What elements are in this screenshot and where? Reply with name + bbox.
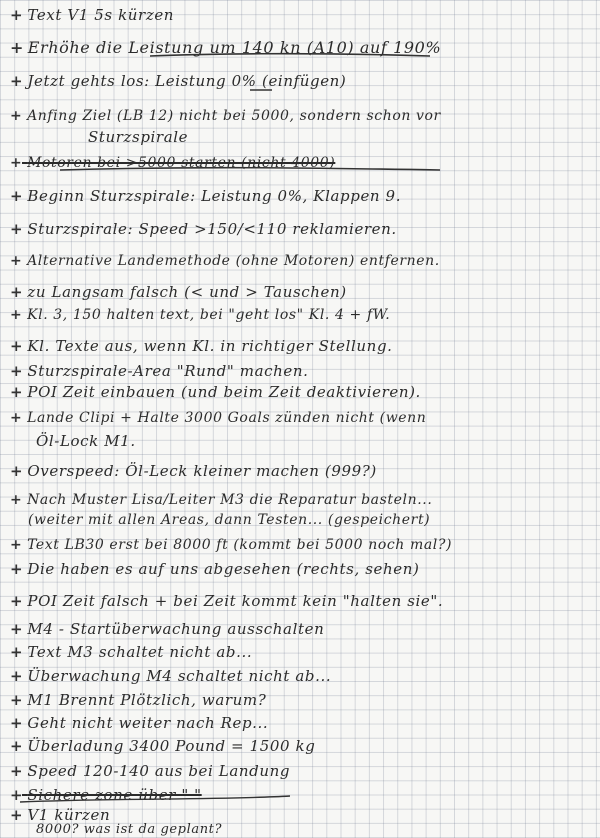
note-line [10, 283, 347, 301]
note-text: Alternative Landemethode (ohne Motoren) entfernen. [27, 253, 440, 269]
check-mark: + [10, 560, 24, 578]
note-text: Speed 120-140 aus bei Landung [27, 762, 291, 780]
check-mark: + [10, 492, 23, 508]
note-line [10, 667, 331, 685]
note-text: Kl. Texte aus, wenn Kl. in richtiger Stellung. [27, 337, 393, 355]
note-line [10, 38, 441, 57]
check-mark: + [10, 6, 24, 24]
note-text: Text V1 5s kürzen [27, 6, 175, 24]
note-text: V1 kürzen [27, 806, 111, 824]
note-text: Geht nicht weiter nach Rep... [27, 714, 269, 732]
check-mark: + [10, 691, 24, 709]
check-mark: + [10, 762, 24, 780]
note-line [10, 72, 346, 90]
note-line [10, 383, 421, 401]
note-text: Erhöhe die Leistung um 140 kn (A10) auf 190% [27, 38, 442, 57]
note-line [10, 253, 440, 269]
note-text: Beginn Sturzspirale: Leistung 0%, Klappen 9. [27, 187, 402, 205]
check-mark: + [10, 220, 24, 238]
note-text: Kl. 3, 150 halten text, bei "geht los" Kl. 4 + fW. [27, 307, 391, 323]
check-mark: + [10, 714, 24, 732]
note-line-crossed [10, 786, 202, 804]
check-mark: + [10, 620, 24, 638]
note-continuation: 8000? was ist da geplant? [36, 822, 223, 837]
note-text: Lande Clipi + Halte 3000 Goals zünden nicht (wenn [27, 410, 427, 426]
check-mark: + [10, 806, 24, 824]
check-mark: + [10, 383, 24, 401]
check-mark: + [10, 108, 23, 124]
note-text: zu Langsam falsch (< und > Tauschen) [27, 283, 347, 301]
note-text: Nach Muster Lisa/Leiter M3 die Reparatur basteln... [27, 492, 433, 508]
check-mark: + [10, 667, 24, 685]
check-mark: + [10, 737, 24, 755]
check-mark: + [10, 362, 24, 380]
check-mark: + [10, 307, 23, 323]
note-line [10, 643, 252, 661]
note-line [10, 108, 441, 124]
note-text: POI Zeit einbauen (und beim Zeit deaktivieren). [27, 383, 421, 401]
note-line-crossed [10, 155, 335, 171]
note-line [10, 307, 390, 323]
note-text: Sturzspirale-Area "Rund" machen. [27, 362, 309, 380]
note-text: POI Zeit falsch + bei Zeit kommt kein "halten sie". [27, 592, 444, 610]
check-mark: + [10, 786, 24, 804]
note-text: M4 - Startüberwachung ausschalten [27, 620, 325, 638]
note-text: Motoren bei >5000 starten (nicht 4000) [27, 155, 336, 171]
note-line [10, 762, 290, 780]
note-line [10, 537, 452, 553]
note-text: Sturzspirale: Speed >150/<110 reklamieren. [27, 220, 397, 238]
note-text: Jetzt gehts los: Leistung 0% (einfügen) [27, 72, 347, 90]
note-line [10, 714, 268, 732]
check-mark: + [10, 187, 24, 205]
note-continuation: (weiter mit allen Areas, dann Testen... (gespeichert) [28, 512, 431, 528]
check-mark: + [10, 410, 23, 426]
note-text: Die haben es auf uns abgesehen (rechts, sehen) [27, 560, 420, 578]
note-line [10, 337, 393, 355]
note-line [10, 592, 443, 610]
note-line [10, 410, 426, 426]
note-text: Overspeed: Öl-Leck kleiner machen (999?) [27, 462, 377, 480]
check-mark: + [10, 592, 24, 610]
check-mark: + [10, 283, 24, 301]
note-line [10, 6, 174, 24]
check-mark: + [10, 337, 24, 355]
note-continuation: Öl-Lock M1. [36, 432, 136, 450]
note-line [10, 362, 308, 380]
note-text: Überladung 3400 Pound = 1500 kg [27, 737, 316, 755]
note-line [10, 560, 419, 578]
check-mark: + [10, 643, 24, 661]
note-text: M1 Brennt Plötzlich, warum? [27, 691, 267, 709]
note-line [10, 220, 397, 238]
check-mark: + [10, 537, 23, 553]
note-line [10, 187, 401, 205]
check-mark: + [10, 253, 23, 269]
check-mark: + [10, 462, 24, 480]
note-text: Text M3 schaltet nicht ab... [27, 643, 253, 661]
note-line [10, 691, 266, 709]
note-continuation: Sturzspirale [88, 128, 189, 146]
check-mark: + [10, 38, 25, 57]
note-line [10, 737, 315, 755]
note-text: Anfing Ziel (LB 12) nicht bei 5000, sondern schon vor [27, 108, 441, 124]
note-text: Sichere zone über " " [27, 786, 202, 804]
note-text: Text LB30 erst bei 8000 ft (kommt bei 5000 noch mal?) [27, 537, 453, 553]
note-line [10, 620, 324, 638]
check-mark: + [10, 155, 23, 171]
note-line [10, 492, 432, 508]
note-line [10, 462, 377, 480]
check-mark: + [10, 72, 24, 90]
note-text: Überwachung M4 schaltet nicht ab... [27, 667, 332, 685]
